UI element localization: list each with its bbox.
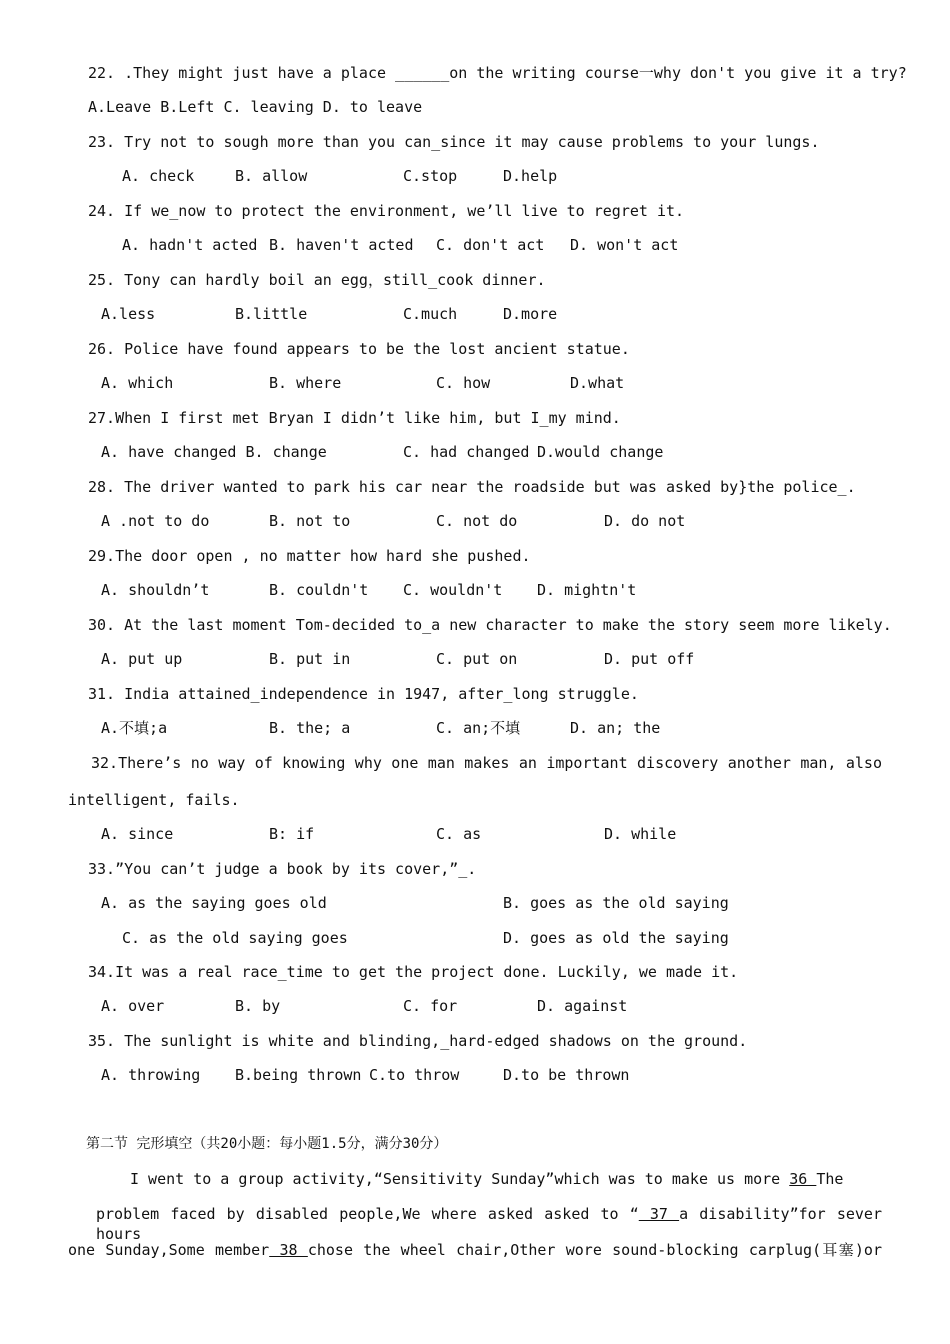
question-29: 29.The door open , no matter how hard she pushed. xyxy=(88,547,531,565)
option-b: B. the; a xyxy=(269,719,351,737)
option-d: D. an; the xyxy=(570,719,661,737)
option-b: B. by xyxy=(235,997,281,1015)
option-c: C. not do xyxy=(436,512,518,530)
option-c: C. for xyxy=(403,997,458,1015)
question-27: 27.When I first met Bryan I didn’t like him, but I_my mind. xyxy=(88,409,621,427)
option-d: D. mightn't xyxy=(537,581,637,599)
question-32: 32.There’s no way of knowing why one man makes an important discovery another man, also xyxy=(91,754,882,772)
option-b: B. put in xyxy=(269,650,351,668)
question-28: 28. The driver wanted to park his car near the roadside but was asked by}the police_. xyxy=(88,478,856,496)
option-c: C.stop xyxy=(403,167,458,185)
option-a: A. check xyxy=(122,167,195,185)
option-a: A.less xyxy=(101,305,156,323)
option-b: B: if xyxy=(269,825,315,843)
option-b: B. haven't acted xyxy=(269,236,414,254)
option-d: D. against xyxy=(537,997,628,1015)
blank-36: 36 xyxy=(789,1170,817,1188)
section-heading: 第二节 完形填空（共20小题：每小题1.5分，满分30分） xyxy=(86,1136,448,1152)
option-d: D. while xyxy=(604,825,677,843)
blank-37: 37 xyxy=(638,1205,680,1223)
option-c: C. wouldn't xyxy=(403,581,503,599)
option-b: B. where xyxy=(269,374,342,392)
option-c: C. how xyxy=(436,374,491,392)
option-d: D.what xyxy=(570,374,625,392)
option-d: D. do not xyxy=(604,512,686,530)
option-d: D. put off xyxy=(604,650,695,668)
passage-line-2: problem faced by disabled people,We where asked asked to “ 37 a disability”for sever hours xyxy=(96,1205,882,1243)
question-35: 35. The sunlight is white and blinding,_hard-edged shadows on the ground. xyxy=(88,1032,748,1050)
option-b: B.being thrown xyxy=(235,1066,362,1084)
question-32-continued: intelligent, fails. xyxy=(68,791,240,809)
option-d: D. won't act xyxy=(570,236,679,254)
option-b: B. allow xyxy=(235,167,308,185)
question-22: 22. .They might just have a place ______on the writing course一why don't you give it a try? xyxy=(88,64,907,82)
option-c: C. put on xyxy=(436,650,518,668)
option-a: A. as the saying goes old xyxy=(101,894,327,912)
option-c: C. had changed xyxy=(403,443,530,461)
option-a: A. hadn't acted xyxy=(122,236,258,254)
option-d: D. goes as old the saying xyxy=(503,929,729,947)
option-a-b: A. have changed B. change xyxy=(101,443,327,461)
question-26: 26. Police have found appears to be the lost ancient statue. xyxy=(88,340,630,358)
passage-line-1: I went to a group activity,“Sensitivity Sunday”which was to make us more 36 The xyxy=(130,1170,844,1188)
question-22-options: A.Leave B.Left C. leaving D. to leave xyxy=(88,98,423,116)
option-d: D.to be thrown xyxy=(503,1066,630,1084)
option-d: D.more xyxy=(503,305,558,323)
option-a: A. shouldn’t xyxy=(101,581,210,599)
option-a: A. throwing xyxy=(101,1066,201,1084)
option-c: C. don't act xyxy=(436,236,545,254)
question-23: 23. Try not to sough more than you can_since it may cause problems to your lungs. xyxy=(88,133,820,151)
option-a: A. over xyxy=(101,997,165,1015)
question-24: 24. If we_now to protect the environment, we’ll live to regret it. xyxy=(88,202,685,220)
passage-line-3: one Sunday,Some member 38 chose the wheel chair,Other wore sound-blocking carplug(耳塞)or xyxy=(68,1241,882,1259)
option-c: C. as xyxy=(436,825,482,843)
option-c: C.to throw xyxy=(369,1066,460,1084)
option-b: B. couldn't xyxy=(269,581,369,599)
blank-38: 38 xyxy=(269,1241,308,1259)
option-a: A .not to do xyxy=(101,512,210,530)
question-30: 30. At the last moment Tom-decided to_a new character to make the story seem more likely. xyxy=(88,616,892,634)
option-b: B. goes as the old saying xyxy=(503,894,729,912)
option-b: B. not to xyxy=(269,512,351,530)
option-a: A.不填;a xyxy=(101,719,168,737)
question-25: 25. Tony can hardly boil an egg，still_cook dinner. xyxy=(88,271,546,289)
option-a: A. since xyxy=(101,825,174,843)
option-b: B.little xyxy=(235,305,308,323)
question-33: 33.”You can’t judge a book by its cover,”_. xyxy=(88,860,477,878)
option-c: C.much xyxy=(403,305,458,323)
option-d: D.would change xyxy=(537,443,664,461)
option-c: C. as the old saying goes xyxy=(122,929,348,947)
option-a: A. which xyxy=(101,374,174,392)
question-31: 31. India attained_independence in 1947, after_long struggle. xyxy=(88,685,639,703)
option-c: C. an;不填 xyxy=(436,719,521,737)
question-34: 34.It was a real race_time to get the project done. Luckily, we made it. xyxy=(88,963,739,981)
option-d: D.help xyxy=(503,167,558,185)
option-a: A. put up xyxy=(101,650,183,668)
